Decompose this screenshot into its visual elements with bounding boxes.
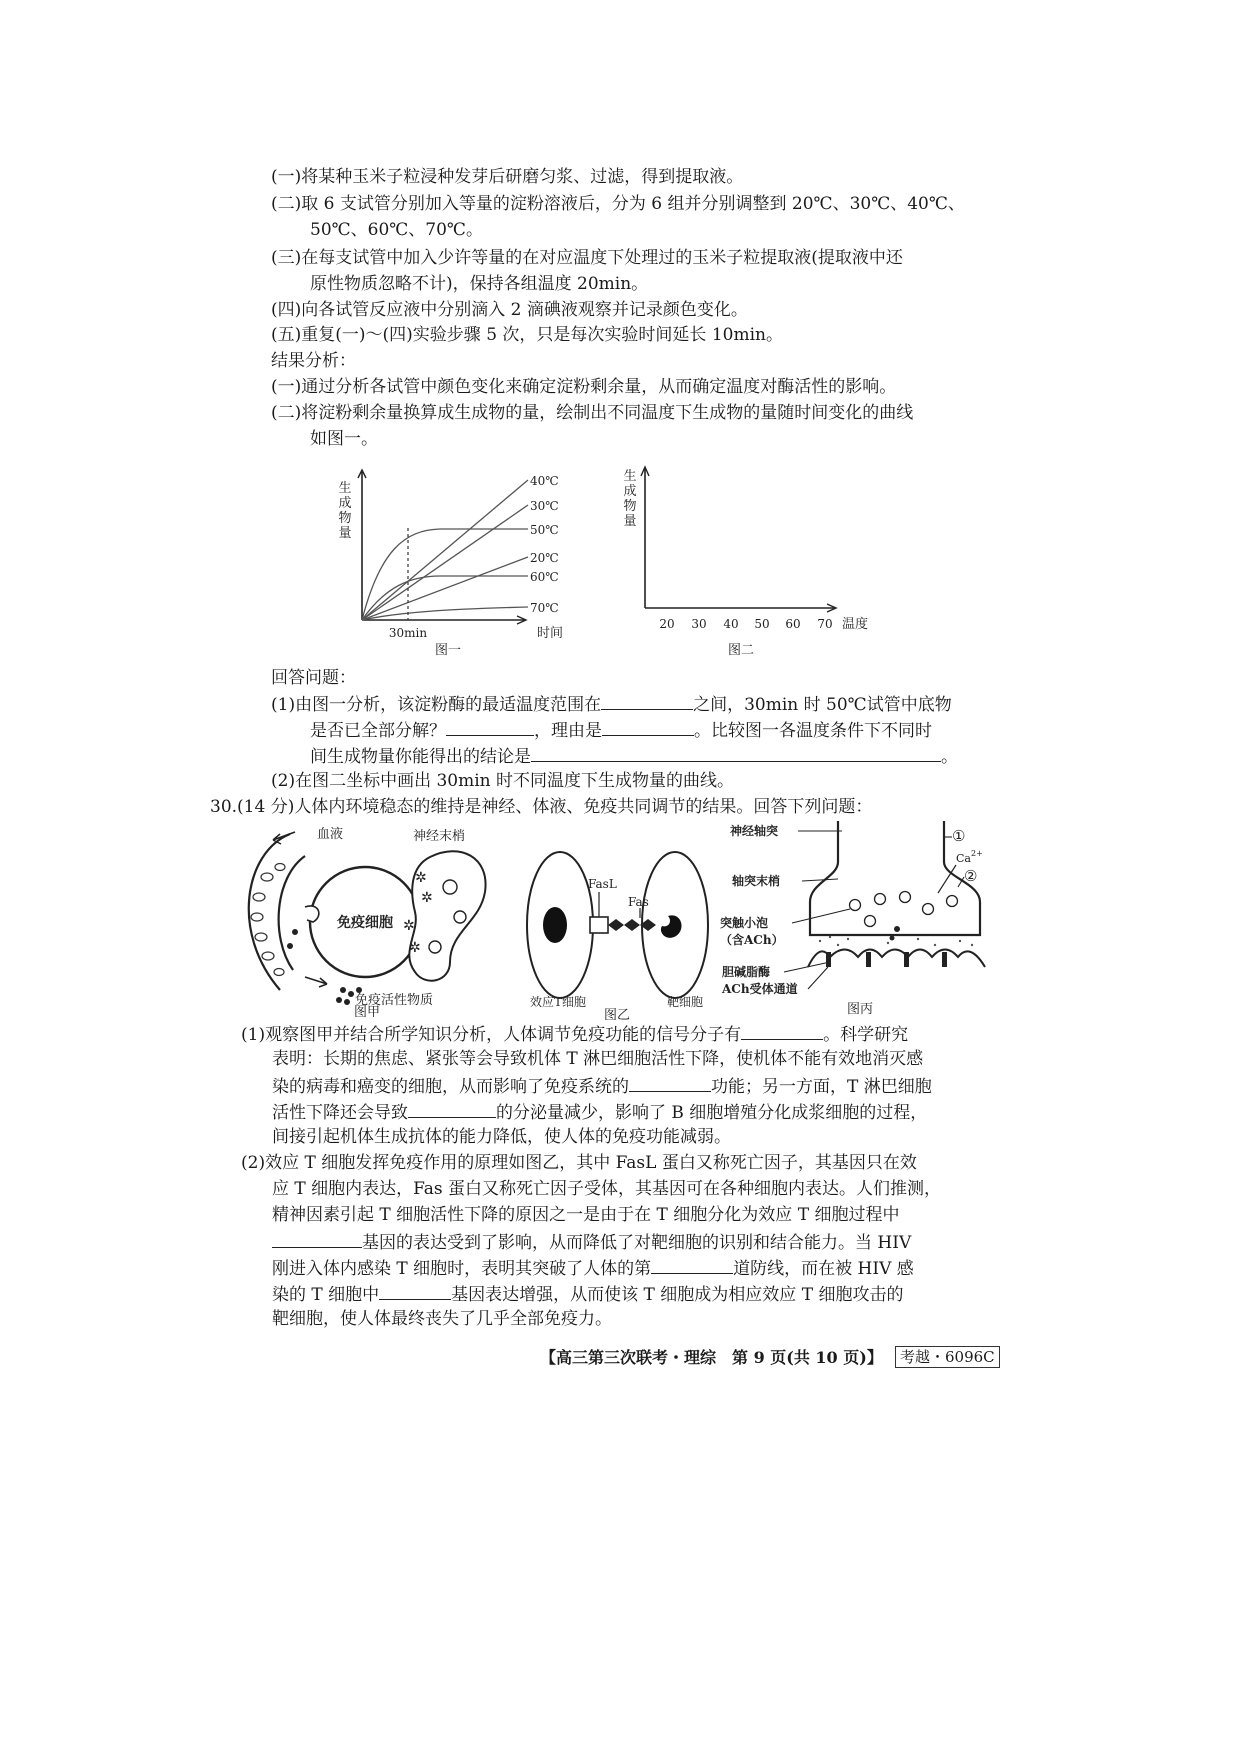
step-2: (二)取 6 支试管分别加入等量的淀粉溶液后，分为 6 组并分别调整到 20℃、30℃、40℃、: [271, 194, 965, 214]
q30-1-line1: [241, 1022, 908, 1046]
fig1-caption: 图一: [434, 643, 462, 658]
q1-line2: [310, 718, 932, 742]
step-2-cont: 50℃、60℃、70℃。: [310, 220, 483, 240]
q30-2-line1: (2)效应 T 细胞发挥免疫作用的原理如图乙，其中 FasL 蛋白又称死亡因子，其基因只在效: [241, 1153, 917, 1173]
q30-2-blank-1[interactable]: [272, 1230, 362, 1248]
fig2-ylabel-char: 物: [623, 499, 637, 514]
figC-ca-sup: 2+: [971, 849, 983, 858]
svg-text:✲: ✲: [421, 890, 433, 906]
step-4: (四)向各试管反应液中分别滴入 2 滴碘液观察并记录颜色变化。: [271, 300, 748, 320]
analysis-2-cont: 如图一。: [310, 429, 378, 449]
figC-mark-2: ②: [964, 867, 978, 885]
fig1-ylabel: [338, 480, 351, 541]
figure-bing: [720, 817, 995, 1017]
fig1-curves: [362, 480, 528, 620]
svg-text:✲: ✲: [409, 940, 421, 956]
text: 活性下降还会导致: [272, 1103, 408, 1123]
text: 染的病毒和癌变的细胞，从而影响了免疫系统的: [272, 1077, 629, 1097]
figC-ca: Ca: [956, 852, 971, 865]
q30-2-line4: [272, 1230, 911, 1254]
q1-text-f: 间生成物量你能得出的结论是: [310, 747, 531, 767]
q30-title: 30.(14 分)人体内环境稳态的维持是神经、体液、免疫共同调节的结果。回答下列问题：: [210, 797, 873, 817]
q30-2-line5: [272, 1256, 914, 1280]
fig2-xlabel: 温度: [841, 617, 869, 632]
fig2-xticks: [659, 617, 832, 631]
figA-caption: 图甲: [353, 1005, 381, 1017]
text: 基因表达增强，从而使该 T 细胞成为相应效应 T 细胞攻击的: [451, 1285, 904, 1305]
q30-1-line5: 间接引起机体生成抗体的能力降低，使人体的免疫功能减弱。: [272, 1127, 731, 1147]
q30-1-line3: [272, 1074, 932, 1098]
fig1-ylabel-char: 物: [338, 511, 352, 526]
analysis-1: (一)通过分析各试管中颜色变化来确定淀粉剩余量，从而确定温度对酶活性的影响。: [271, 377, 897, 397]
q30-2-line2: 应 T 细胞内表达，Fas 蛋白又称死亡因子受体，其基因可在各种细胞内表达。人们推测，: [272, 1179, 942, 1199]
fig1-ylabel-char: 量: [338, 526, 352, 541]
fig1-curve-labels: [530, 474, 559, 615]
vessel-outer: [249, 834, 290, 990]
q1-text-g: 。: [941, 747, 958, 767]
figure-yi: [520, 840, 720, 1020]
q1-line1: [271, 692, 952, 716]
fig2-ylabel: [623, 468, 636, 529]
footer-center: 【高三第三次联考・理综 第 9 页(共 10 页)】: [540, 1348, 883, 1367]
label-20: 20℃: [530, 551, 559, 565]
footer-code: 考越・6096C: [895, 1346, 1000, 1368]
figB-fas: Fas: [628, 895, 649, 909]
curve-60: [362, 576, 528, 620]
q1-line3: [310, 744, 958, 768]
figC-axon: 神经轴突: [730, 824, 779, 838]
figure-jia: [235, 822, 500, 1017]
curve-70: [362, 607, 528, 620]
q1-blank-2[interactable]: [446, 718, 534, 736]
figC-cholinesterase: 胆碱脂酶: [722, 965, 771, 979]
q1-blank-4[interactable]: [531, 744, 941, 762]
text: (1)观察图甲并结合所学知识分析，人体调节免疫功能的信号分子有: [241, 1025, 742, 1045]
figC-axon-terminal: 轴突末梢: [732, 874, 781, 888]
fig2-xtick: 60: [785, 617, 801, 631]
q30-2-line6: [272, 1282, 903, 1306]
q1-text-c: 是否已全部分解？: [310, 721, 446, 741]
q1-blank-1[interactable]: [601, 692, 693, 710]
figB-target: 靶细胞: [666, 995, 704, 1009]
text: 基因的表达受到了影响，从而降低了对靶细胞的识别和结合能力。当 HIV: [362, 1233, 912, 1253]
q30-1-line2: 表明：长期的焦虑、紧张等会导致机体 T 淋巴细胞活性下降，使机体不能有效地消灭感: [272, 1049, 924, 1069]
figB-effector: 效应T细胞: [529, 995, 587, 1009]
step-5: (五)重复(一)～(四)实验步骤 5 次，只是每次实验时间延长 10min。: [271, 325, 783, 345]
fig2-ylabel-char: 量: [623, 514, 637, 529]
q1-blank-3[interactable]: [602, 718, 694, 736]
curve-50: [362, 529, 528, 620]
fig2-xtick: 40: [723, 617, 739, 631]
figC-vesicle: 突触小泡: [720, 916, 769, 930]
flow-arrow: [305, 977, 327, 987]
receptor: [305, 906, 319, 922]
fig1-ylabel-char: 成: [338, 496, 352, 511]
q1-text-a: (1)由图一分析，该淀粉酶的最适温度范围在: [271, 695, 602, 715]
effector-nucleus: [543, 907, 567, 943]
step-1: (一)将某种玉米子粒浸种发芽后研磨匀浆、过滤，得到提取液。: [271, 167, 744, 187]
q30-1-blank-3[interactable]: [408, 1100, 496, 1118]
analysis-title: 结果分析：: [271, 351, 356, 371]
fig1-xlabel: 时间: [536, 626, 564, 641]
figure-1: [330, 462, 580, 662]
text: 染的 T 细胞中: [272, 1285, 380, 1305]
label-50: 50℃: [530, 523, 559, 537]
fas-receptor: [608, 919, 656, 931]
q30-2-line3: 精神因素引起 T 细胞活性下降的原因之一是由于在 T 细胞分化为效应 T 细胞过程中: [272, 1205, 900, 1225]
questions-title: 回答问题：: [271, 668, 356, 688]
analysis-2: (二)将淀粉剩余量换算成生成物的量，绘制出不同温度下生成物的量随时间变化的曲线: [271, 403, 914, 423]
label-60: 60℃: [530, 570, 559, 584]
fig2-ylabel-char: 生: [623, 469, 637, 484]
q30-1-blank-2[interactable]: [629, 1074, 711, 1092]
text: 。科学研究: [823, 1025, 909, 1045]
text: 功能；另一方面，T 淋巴细胞: [711, 1077, 932, 1097]
fig1-ylabel-char: 生: [338, 481, 352, 496]
postsynaptic-membrane: [808, 950, 985, 968]
q1-text-b: 之间，30min 时 50℃试管中底物: [693, 695, 952, 715]
curve-30: [362, 505, 528, 620]
figA-immune-cell: 免疫细胞: [337, 915, 393, 931]
figC-vesicle2: （含ACh）: [720, 933, 784, 947]
q30-2-line7: 靶细胞，使人体最终丧失了几乎全部免疫力。: [272, 1309, 612, 1329]
q30-1-blank-1[interactable]: [741, 1022, 823, 1040]
svg-text:✲: ✲: [415, 870, 427, 886]
vessel-inner: [279, 856, 305, 970]
fig2-xtick: 50: [754, 617, 770, 631]
cleft-dots: [819, 936, 973, 946]
figA-nerve-ending: 神经末梢: [413, 829, 466, 844]
text: 的分泌量减少，影响了 B 细胞增殖分化成浆细胞的过程，: [496, 1103, 928, 1123]
fig2-xtick: 20: [659, 617, 675, 631]
figC-mark-1: ①: [952, 827, 966, 845]
fig1-xtick: 30min: [388, 626, 428, 640]
step-3: (三)在每支试管中加入少许等量的在对应温度下处理过的玉米子粒提取液(提取液中还: [271, 248, 903, 268]
q1-text-d: ，理由是: [534, 721, 602, 741]
figA-blood: 血液: [317, 827, 344, 842]
figC-receptor: ACh受体通道: [722, 982, 798, 996]
text: 刚进入体内感染 T 细胞时，表明其突破了人体的第: [272, 1259, 652, 1279]
q30-2-blank-2[interactable]: [651, 1256, 733, 1274]
q30-2-blank-3[interactable]: [379, 1282, 451, 1300]
figC-caption: 图丙: [846, 1002, 874, 1017]
text: 道防线，而在被 HIV 感: [733, 1259, 914, 1279]
step-3-cont: 原性物质忽略不计)，保持各组温度 20min。: [310, 274, 649, 294]
label-30: 30℃: [530, 499, 559, 513]
q1-text-e: 。比较图一各温度条件下不同时: [694, 721, 932, 741]
figure-2: [615, 462, 875, 662]
svg-text:✲: ✲: [403, 918, 415, 934]
fasl-protein: [590, 917, 608, 933]
figB-caption: 图乙: [603, 1008, 631, 1020]
fig2-xtick: 70: [817, 617, 833, 631]
blood-cells: [251, 864, 285, 976]
figB-fasl: FasL: [588, 877, 617, 891]
q2: (2)在图二坐标中画出 30min 时不同温度下生成物量的曲线。: [271, 771, 735, 791]
curve-40: [362, 480, 528, 620]
label-40: 40℃: [530, 474, 559, 488]
vesicles: [850, 892, 958, 927]
fig2-ylabel-char: 成: [623, 484, 637, 499]
q30-1-line4: [272, 1100, 927, 1124]
figA-immune-substance: 免疫活性物质: [355, 993, 434, 1008]
label-70: 70℃: [530, 601, 559, 615]
fig2-caption: 图二: [727, 643, 755, 658]
fig2-xtick: 30: [691, 617, 707, 631]
